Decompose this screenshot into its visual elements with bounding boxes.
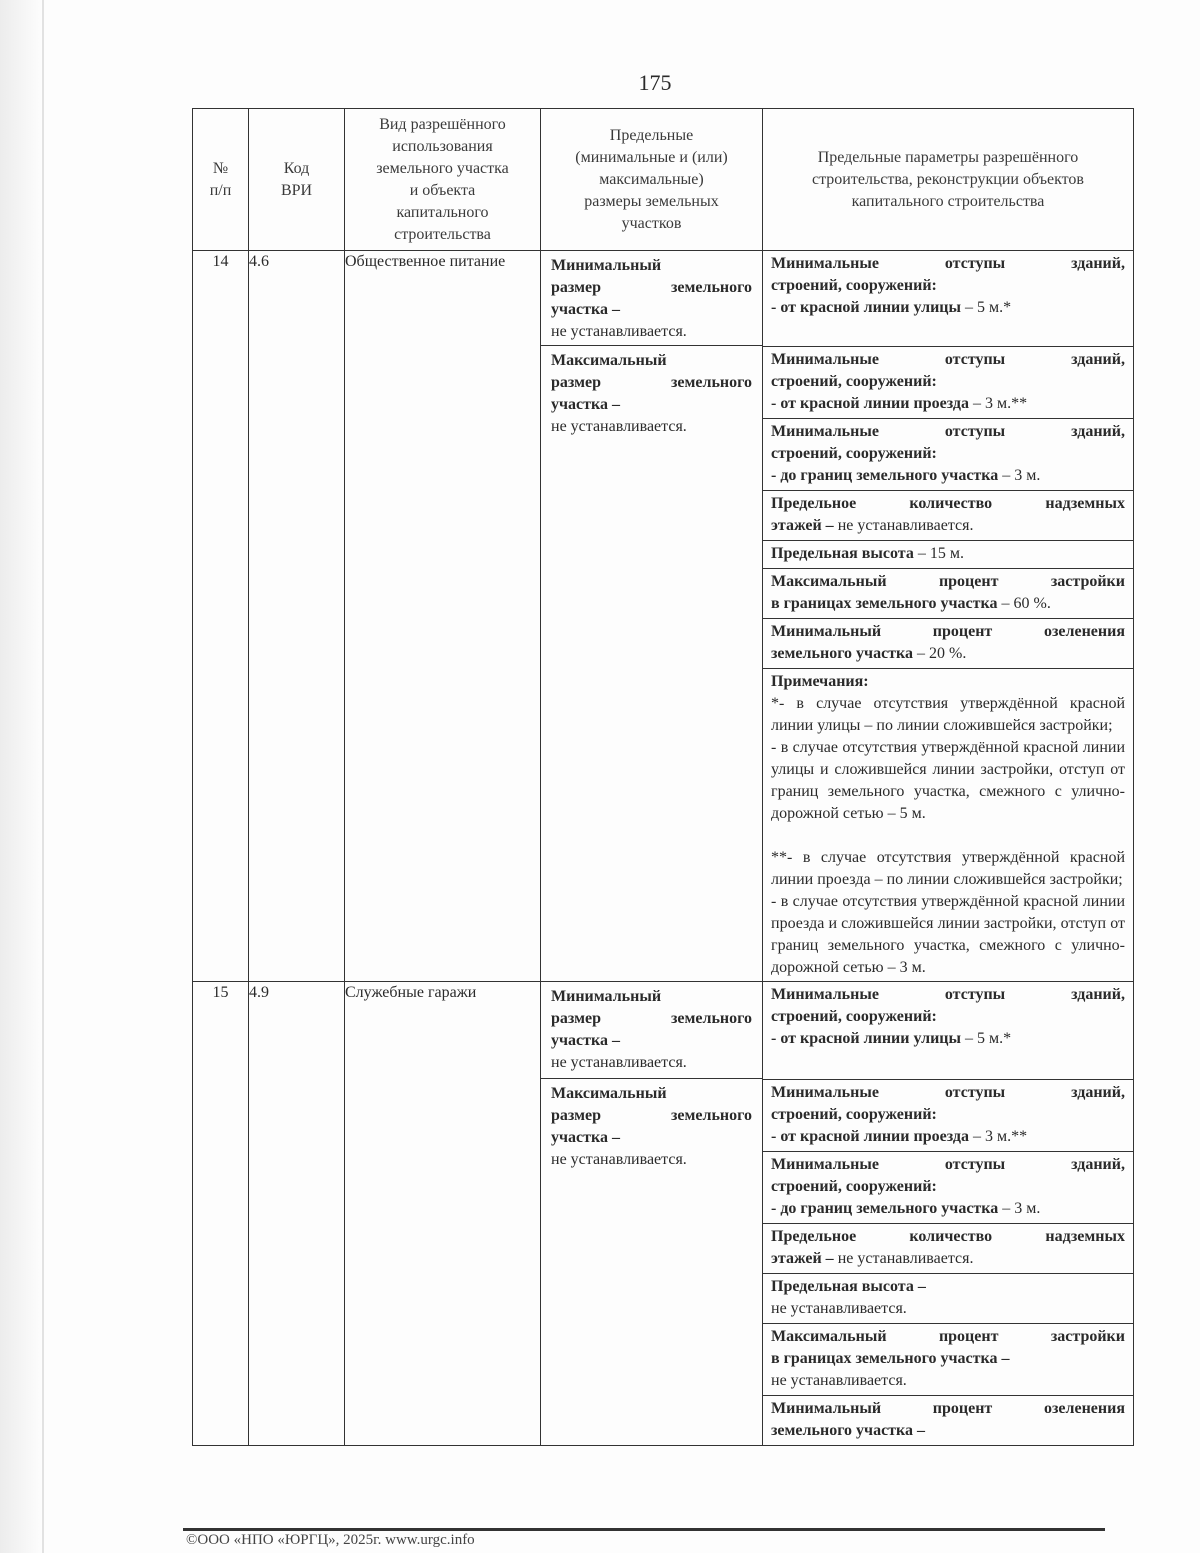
param-floors [763,1224,1133,1274]
header-size-line: (минимальные и (или) [575,148,728,166]
param-value: – 3 м.** [968,395,1028,412]
note-item: *- в случае отсутствия утверждённой красной линии улицы – по линии сложившейся застройки; [771,695,1125,734]
param-value: – 5 м.* [961,1030,1012,1047]
param-title: Минимальные отступы зданий, [771,423,1125,440]
notes-title: Примечания: [771,673,869,690]
header-code-line: ВРИ [280,181,313,199]
note-item: **- в случае отсутствия утверждённой красной линии проезда – по линии сложившейся застройки; [771,849,1125,888]
header-params-line: Предельные параметры разрешённого [817,148,1079,166]
note-item: - в случае отсутствия утверждённой красной линии проезда и сложившейся линии застройки, отступ от границ земельного участка, смежного с улично-дорожной сетью – 3 м. [771,893,1125,976]
param-floors [763,491,1133,541]
row-name: Служебные гаражи [345,982,541,1446]
max-size-value: не устанавливается. [551,1151,687,1168]
max-size-block [541,345,762,444]
param-height [763,541,1133,569]
header-num-line: п/п [209,181,232,199]
row-name: Общественное питание [345,251,541,982]
param-title: Минимальные отступы зданий, [771,986,1125,1003]
param-value: не устанавливается. [833,517,974,534]
row-code: 4.9 [249,982,345,1446]
param-title: Минимальные отступы зданий, [771,351,1125,368]
param-title: Минимальные отступы зданий, [771,1084,1125,1101]
header-size-line: участков [621,214,682,232]
param-label: - до границ земельного участка [771,467,999,484]
footer-copyright: ©ООО «НПО «ЮРГЦ», 2025г. www.urgc.info [186,1532,475,1548]
param-label: - от красной линии проезда [771,395,969,412]
param-label: Предельная высота – [771,1278,926,1295]
param-title: Минимальные отступы зданий, [771,255,1125,272]
param-value: – 3 м.** [968,1128,1028,1145]
page-number: 175 [638,70,672,95]
max-size-h3: участка – [551,1129,620,1146]
header-name-line: Вид разрешённого [379,115,506,133]
max-size-h1: Максимальный [551,352,667,369]
param-plot-border [763,419,1133,491]
header-size-line: Предельные [609,126,694,144]
min-size-h1: Минимальный [551,988,662,1005]
param-red-line-passage [763,347,1133,419]
max-size-h2: размер земельного [551,1107,752,1124]
max-size-h1: Максимальный [551,1085,667,1102]
scan-shadow [0,0,42,1553]
header-name-line: капитального [396,203,489,221]
param-value: – 60 %. [997,595,1051,612]
min-size-value: не устанавливается. [551,1054,687,1071]
param-value: – 5 м.* [961,299,1012,316]
row-code: 4.6 [249,251,345,982]
param-red-line-street [763,982,1133,1080]
param-build-percent [763,569,1133,619]
param-subtitle: строений, сооружений: [771,1008,937,1025]
min-size-value: не устанавливается. [551,323,687,340]
param-label: Минимальный процент озеленения [771,1400,1125,1417]
header-num [193,109,249,251]
min-size-h1: Минимальный [551,257,662,274]
row-sizes [541,251,763,982]
param-subtitle: строений, сооружений: [771,277,937,294]
table-row-15 [193,982,1134,1446]
param-label: этажей – [771,1250,834,1267]
param-label: земельного участка – [771,1422,926,1439]
header-name-line: строительства [394,225,491,243]
row-num: 14 [193,251,249,982]
param-value: – 20 %. [913,645,967,662]
param-value: – 3 м. [998,467,1041,484]
param-value: – 15 м. [913,545,964,562]
footer-rule [183,1528,1105,1531]
param-subtitle: строений, сооружений: [771,1178,937,1195]
row-num: 15 [193,982,249,1446]
min-size-block [541,982,762,1078]
header-code-line: Код [283,159,310,177]
param-subtitle: строений, сооружений: [771,1106,937,1123]
param-label: этажей – [771,517,834,534]
param-value: не устанавливается. [771,1300,907,1317]
param-build-percent [763,1324,1133,1396]
vri-table [192,108,1134,1446]
param-height [763,1274,1133,1324]
param-value: не устанавливается. [771,1372,907,1389]
row-sizes [541,982,763,1446]
param-label: Предельное количество надземных [771,1228,1125,1245]
header-params [763,109,1134,251]
param-red-line-passage [763,1080,1133,1152]
param-label: - от красной линии улицы [771,299,961,316]
param-label: - от красной линии улицы [771,1030,961,1047]
param-red-line-street [763,251,1133,347]
param-label: земельного участка [771,645,914,662]
header-params-line: строительства, реконструкции объектов [812,170,1084,188]
param-label: Максимальный процент застройки [771,1328,1125,1345]
param-title: Минимальные отступы зданий, [771,1156,1125,1173]
max-size-h2: размер земельного [551,374,752,391]
notes-gap [771,825,1125,847]
header-size [541,109,763,251]
row-params [763,251,1134,982]
param-subtitle: строений, сооружений: [771,373,937,390]
param-label: Предельная высота [771,545,914,562]
header-name [345,109,541,251]
param-label: - до границ земельного участка [771,1200,999,1217]
note-item: - в случае отсутствия утверждённой красной линии улицы и сложившейся линии застройки, отступ от границ земельного участка, смежного с улично-дорожной сетью – 5 м. [771,739,1125,822]
min-size-h3: участка – [551,301,620,318]
param-subtitle: строений, сооружений: [771,445,937,462]
max-size-value: не устанавливается. [551,418,687,435]
min-size-h3: участка – [551,1032,620,1049]
table-header-row [193,109,1134,251]
param-label: Предельное количество надземных [771,495,1125,512]
max-size-h3: участка – [551,396,620,413]
header-code [249,109,345,251]
param-value: не устанавливается. [833,1250,974,1267]
header-num-line: № [212,159,229,177]
min-size-h2: размер земельного [551,1010,752,1027]
param-green-percent [763,619,1133,669]
param-label: в границах земельного участка [771,595,998,612]
header-name-line: и объекта [409,181,476,199]
notes-block [763,669,1133,981]
param-label: в границах земельного участка – [771,1350,1010,1367]
param-green-percent [763,1396,1133,1445]
header-size-line: максимальные) [599,170,704,188]
table-row-14 [193,251,1134,982]
param-label: - от красной линии проезда [771,1128,969,1145]
min-size-block [541,251,762,345]
header-name-line: использования [392,137,493,155]
param-value: – 3 м. [998,1200,1041,1217]
max-size-block [541,1078,762,1177]
param-plot-border [763,1152,1133,1224]
scan-edge-line [42,0,44,1553]
param-label: Минимальный процент озеленения [771,623,1125,640]
min-size-h2: размер земельного [551,279,752,296]
row-params [763,982,1134,1446]
header-params-line: капитального строительства [851,192,1045,210]
header-size-line: размеры земельных [584,192,719,210]
param-label: Максимальный процент застройки [771,573,1125,590]
header-name-line: земельного участка [376,159,509,177]
